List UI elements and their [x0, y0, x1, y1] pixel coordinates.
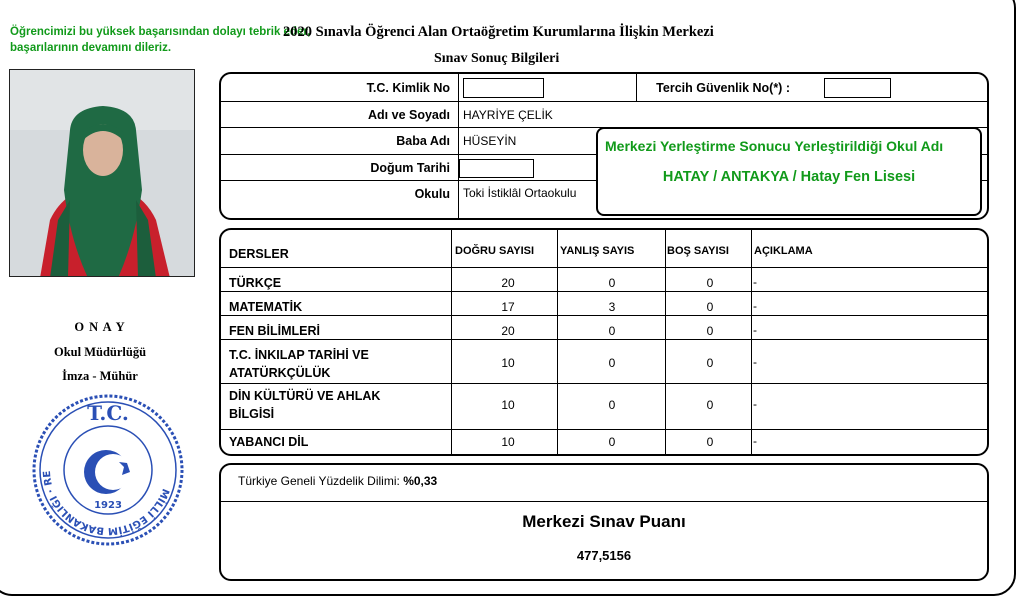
- blank-count: 0: [706, 398, 714, 412]
- subject-name: YABANCI DİL: [229, 435, 309, 449]
- wrong-count: 0: [608, 276, 616, 290]
- percentile-label: Türkiye Geneli Yüzdelik Dilimi:: [238, 474, 400, 488]
- correct-count: 10: [501, 398, 515, 412]
- header-subjects: DERSLER: [229, 247, 289, 261]
- score-title: Merkezi Sınav Puanı: [522, 512, 686, 531]
- subject-name-line-2: ATATÜRKÇÜLÜK: [229, 366, 331, 380]
- subject-name: TÜRKÇE: [229, 276, 282, 290]
- correct-count: 20: [501, 276, 515, 290]
- wrong-count: 3: [608, 300, 616, 314]
- correct-count: 20: [501, 324, 515, 338]
- placement-result-box: [596, 127, 982, 216]
- approval-heading: O N A Y: [74, 320, 126, 334]
- score-value: 477,5156: [576, 548, 632, 563]
- percentile-value: %0,33: [403, 474, 438, 488]
- header-blank: BOŞ SAYISI: [667, 245, 729, 257]
- placement-title: Merkezi Yerleştirme Sonucu Yerleştirildiği Okul Adı: [605, 138, 944, 154]
- wrong-count: 0: [608, 435, 616, 449]
- subject-name: MATEMATİK: [229, 300, 303, 314]
- security-number-field: [824, 78, 891, 98]
- birth-date-field: [459, 159, 534, 178]
- blank-count: 0: [706, 356, 714, 370]
- name-value: HAYRİYE ÇELİK: [463, 108, 553, 122]
- congrats-line-2: başarılarının devamını dileriz.: [10, 42, 172, 54]
- correct-count: 17: [501, 300, 515, 314]
- birth-date-label: Doğum Tarihi: [370, 161, 450, 175]
- wrong-count: 0: [608, 356, 616, 370]
- father-name-label: Baba Adı: [396, 134, 450, 148]
- wrong-count: 0: [608, 324, 616, 338]
- school-seal: [30, 392, 186, 553]
- description: -: [753, 275, 757, 289]
- congrats-line-1: Öğrencimizi bu yüksek başarısından dolayı tebrik eder,: [10, 26, 311, 38]
- congratulations-note: [10, 24, 310, 56]
- blank-count: 0: [706, 300, 714, 314]
- description: -: [753, 355, 757, 369]
- description: -: [753, 323, 757, 337]
- name-label: Adı ve Soyadı: [368, 108, 450, 122]
- placement-school: HATAY / ANTAKYA / Hatay Fen Lisesi: [662, 169, 916, 185]
- school-label: Okulu: [414, 187, 450, 201]
- subject-name-line-2: BİLGİSİ: [229, 407, 275, 421]
- correct-count: 10: [501, 435, 515, 449]
- seal-tc-text: T.C.: [87, 401, 129, 425]
- percentile-row: [238, 474, 437, 488]
- subject-name: [229, 346, 369, 382]
- blank-count: 0: [706, 324, 714, 338]
- description: -: [753, 434, 757, 448]
- student-photo: [9, 69, 195, 277]
- header-description: AÇIKLAMA: [754, 245, 813, 257]
- student-photo-image: [10, 70, 195, 277]
- approval-office: Okul Müdürlüğü: [53, 345, 147, 359]
- subject-name-line-1: T.C. İNKILAP TARİHİ VE: [229, 348, 369, 362]
- blank-count: 0: [706, 435, 714, 449]
- approval-sign: İmza - Mühür: [62, 369, 138, 383]
- header-wrong: YANLIŞ SAYIS: [560, 245, 635, 257]
- blank-count: 0: [706, 276, 714, 290]
- document-title: 2020 Sınavla Öğrenci Alan Ortaöğretim Kurumlarına İlişkin Merkezi: [283, 24, 714, 40]
- subject-name: [229, 387, 380, 423]
- tc-number-label: T.C. Kimlik No: [366, 81, 450, 95]
- wrong-count: 0: [608, 398, 616, 412]
- seal-ring-text: MİLLİ EĞİTİM BAKANLIĞI · RE: [41, 470, 171, 537]
- tc-number-field: [463, 78, 544, 98]
- school-value: Toki İstiklâl Ortaokulu: [463, 186, 577, 200]
- document-subtitle: Sınav Sonuç Bilgileri: [434, 51, 560, 66]
- header-correct: DOĞRU SAYISI: [455, 245, 535, 257]
- subject-name: FEN BİLİMLERİ: [229, 324, 320, 338]
- seal-year-text: 1923: [94, 500, 122, 511]
- father-name-value: HÜSEYİN: [463, 134, 517, 148]
- description: -: [753, 397, 757, 411]
- correct-count: 10: [501, 356, 515, 370]
- description: -: [753, 299, 757, 313]
- security-number-label: Tercih Güvenlik No(*) :: [656, 81, 790, 95]
- subject-name-line-1: DİN KÜLTÜRÜ VE AHLAK: [229, 389, 381, 403]
